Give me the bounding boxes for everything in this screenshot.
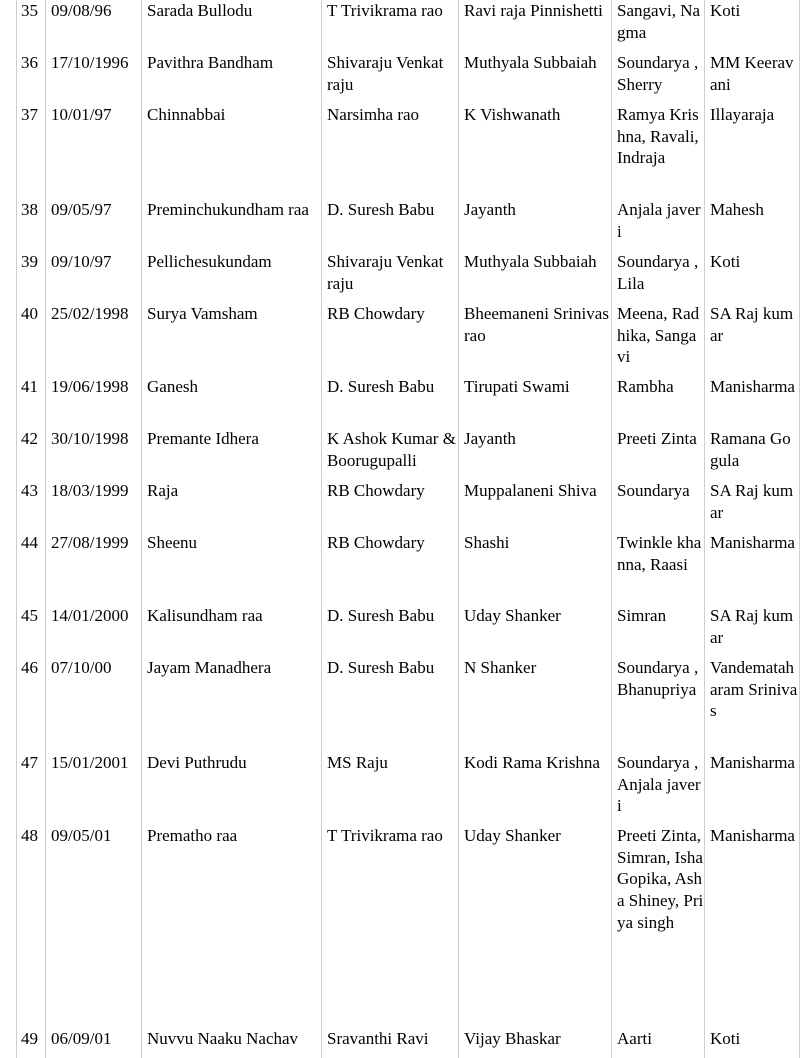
director: Tirupati Swami — [459, 376, 612, 428]
cast: Soundarya , Sherry — [612, 52, 705, 104]
producer: RB Chowdary — [322, 480, 459, 532]
film-title: Sarada Bullodu — [142, 0, 322, 52]
cast: Ramya Krishna, Ravali, Indraja — [612, 104, 705, 199]
director: N Shanker — [459, 657, 612, 752]
table-row — [17, 532, 800, 605]
cast: Soundarya — [612, 480, 705, 532]
film-title: Prematho raa — [142, 825, 322, 1028]
row-number: 48 — [17, 825, 46, 1028]
row-number: 46 — [17, 657, 46, 752]
film-title: Surya Vamsham — [142, 303, 322, 376]
release-date: 17/10/1996 — [46, 52, 142, 104]
music-director: SA Raj kumar — [705, 303, 800, 376]
music-director: Koti — [705, 251, 800, 303]
release-date: 07/10/00 — [46, 657, 142, 752]
director: K Vishwanath — [459, 104, 612, 199]
producer: D. Suresh Babu — [322, 605, 459, 657]
table-row — [17, 303, 800, 376]
music-director: Ramana Gogula — [705, 428, 800, 480]
cast: Sangavi, Nagma — [612, 0, 705, 52]
row-number: 47 — [17, 752, 46, 825]
release-date: 10/01/97 — [46, 104, 142, 199]
producer: Narsimha rao — [322, 104, 459, 199]
music-director: Manisharma — [705, 825, 800, 1028]
release-date: 06/09/01 — [46, 1028, 142, 1058]
cast: Aarti — [612, 1028, 705, 1058]
table-row — [17, 376, 800, 428]
music-director: Vandemataharam Srinivas — [705, 657, 800, 752]
table-row — [17, 251, 800, 303]
music-director: Mahesh — [705, 199, 800, 251]
music-director: SA Raj kumar — [705, 605, 800, 657]
music-director: Manisharma — [705, 752, 800, 825]
cast: Simran — [612, 605, 705, 657]
table-row — [17, 104, 800, 199]
director: Muthyala Subbaiah — [459, 52, 612, 104]
producer: D. Suresh Babu — [322, 657, 459, 752]
film-title: Chinnabbai — [142, 104, 322, 199]
film-title: Pellichesukundam — [142, 251, 322, 303]
film-table — [16, 0, 800, 1058]
release-date: 18/03/1999 — [46, 480, 142, 532]
release-date: 14/01/2000 — [46, 605, 142, 657]
cast: Anjala javeri — [612, 199, 705, 251]
cast: Preeti Zinta, Simran, Isha Gopika, Asha Shiney, Priya singh — [612, 825, 705, 1028]
film-title: Sheenu — [142, 532, 322, 605]
film-title: Ganesh — [142, 376, 322, 428]
table-row — [17, 657, 800, 752]
row-number: 38 — [17, 199, 46, 251]
row-number: 37 — [17, 104, 46, 199]
cast: Rambha — [612, 376, 705, 428]
release-date: 27/08/1999 — [46, 532, 142, 605]
producer: D. Suresh Babu — [322, 199, 459, 251]
release-date: 15/01/2001 — [46, 752, 142, 825]
film-title: Jayam Manadhera — [142, 657, 322, 752]
table-row — [17, 1028, 800, 1058]
producer: T Trivikrama rao — [322, 0, 459, 52]
film-title: Nuvvu Naaku Nachav — [142, 1028, 322, 1058]
film-title: Kalisundham raa — [142, 605, 322, 657]
cast: Soundarya , Anjala javeri — [612, 752, 705, 825]
director: Uday Shanker — [459, 825, 612, 1028]
cast: Preeti Zinta — [612, 428, 705, 480]
release-date: 25/02/1998 — [46, 303, 142, 376]
table-row — [17, 752, 800, 825]
row-number: 41 — [17, 376, 46, 428]
director: Bheemaneni Srinivas rao — [459, 303, 612, 376]
producer: MS Raju — [322, 752, 459, 825]
row-number: 43 — [17, 480, 46, 532]
release-date: 30/10/1998 — [46, 428, 142, 480]
director: Muppalaneni Shiva — [459, 480, 612, 532]
producer: Shivaraju Venkat raju — [322, 52, 459, 104]
cast: Soundarya , Lila — [612, 251, 705, 303]
release-date: 09/08/96 — [46, 0, 142, 52]
release-date: 09/10/97 — [46, 251, 142, 303]
release-date: 09/05/01 — [46, 825, 142, 1028]
music-director: Manisharma — [705, 376, 800, 428]
table-row — [17, 480, 800, 532]
director: Jayanth — [459, 428, 612, 480]
table-row — [17, 428, 800, 480]
music-director: Koti — [705, 1028, 800, 1058]
row-number: 39 — [17, 251, 46, 303]
table-row — [17, 605, 800, 657]
row-number: 44 — [17, 532, 46, 605]
director: Uday Shanker — [459, 605, 612, 657]
table-row — [17, 825, 800, 1028]
producer: RB Chowdary — [322, 532, 459, 605]
producer: RB Chowdary — [322, 303, 459, 376]
film-title: Premante Idhera — [142, 428, 322, 480]
music-director: MM Keeravani — [705, 52, 800, 104]
film-title: Raja — [142, 480, 322, 532]
music-director: Illayaraja — [705, 104, 800, 199]
release-date: 09/05/97 — [46, 199, 142, 251]
row-number: 36 — [17, 52, 46, 104]
cast: Twinkle khanna, Raasi — [612, 532, 705, 605]
table-row — [17, 0, 800, 52]
producer: T Trivikrama rao — [322, 825, 459, 1028]
film-title: Devi Puthrudu — [142, 752, 322, 825]
director: Jayanth — [459, 199, 612, 251]
director: Vijay Bhaskar — [459, 1028, 612, 1058]
row-number: 49 — [17, 1028, 46, 1058]
row-number: 40 — [17, 303, 46, 376]
director: Ravi raja Pinnishetti — [459, 0, 612, 52]
producer: D. Suresh Babu — [322, 376, 459, 428]
producer: Sravanthi Ravi — [322, 1028, 459, 1058]
film-table-body — [17, 0, 800, 1058]
cast: Meena, Radhika, Sangavi — [612, 303, 705, 376]
cast: Soundarya , Bhanupriya — [612, 657, 705, 752]
row-number: 42 — [17, 428, 46, 480]
table-row — [17, 199, 800, 251]
music-director: SA Raj kumar — [705, 480, 800, 532]
music-director: Manisharma — [705, 532, 800, 605]
director: Shashi — [459, 532, 612, 605]
producer: Shivaraju Venkat raju — [322, 251, 459, 303]
music-director: Koti — [705, 0, 800, 52]
film-title: Pavithra Bandham — [142, 52, 322, 104]
director: Muthyala Subbaiah — [459, 251, 612, 303]
row-number: 45 — [17, 605, 46, 657]
director: Kodi Rama Krishna — [459, 752, 612, 825]
producer: K Ashok Kumar & Boorugupalli — [322, 428, 459, 480]
row-number: 35 — [17, 0, 46, 52]
table-row — [17, 52, 800, 104]
release-date: 19/06/1998 — [46, 376, 142, 428]
film-title: Preminchukundham raa — [142, 199, 322, 251]
